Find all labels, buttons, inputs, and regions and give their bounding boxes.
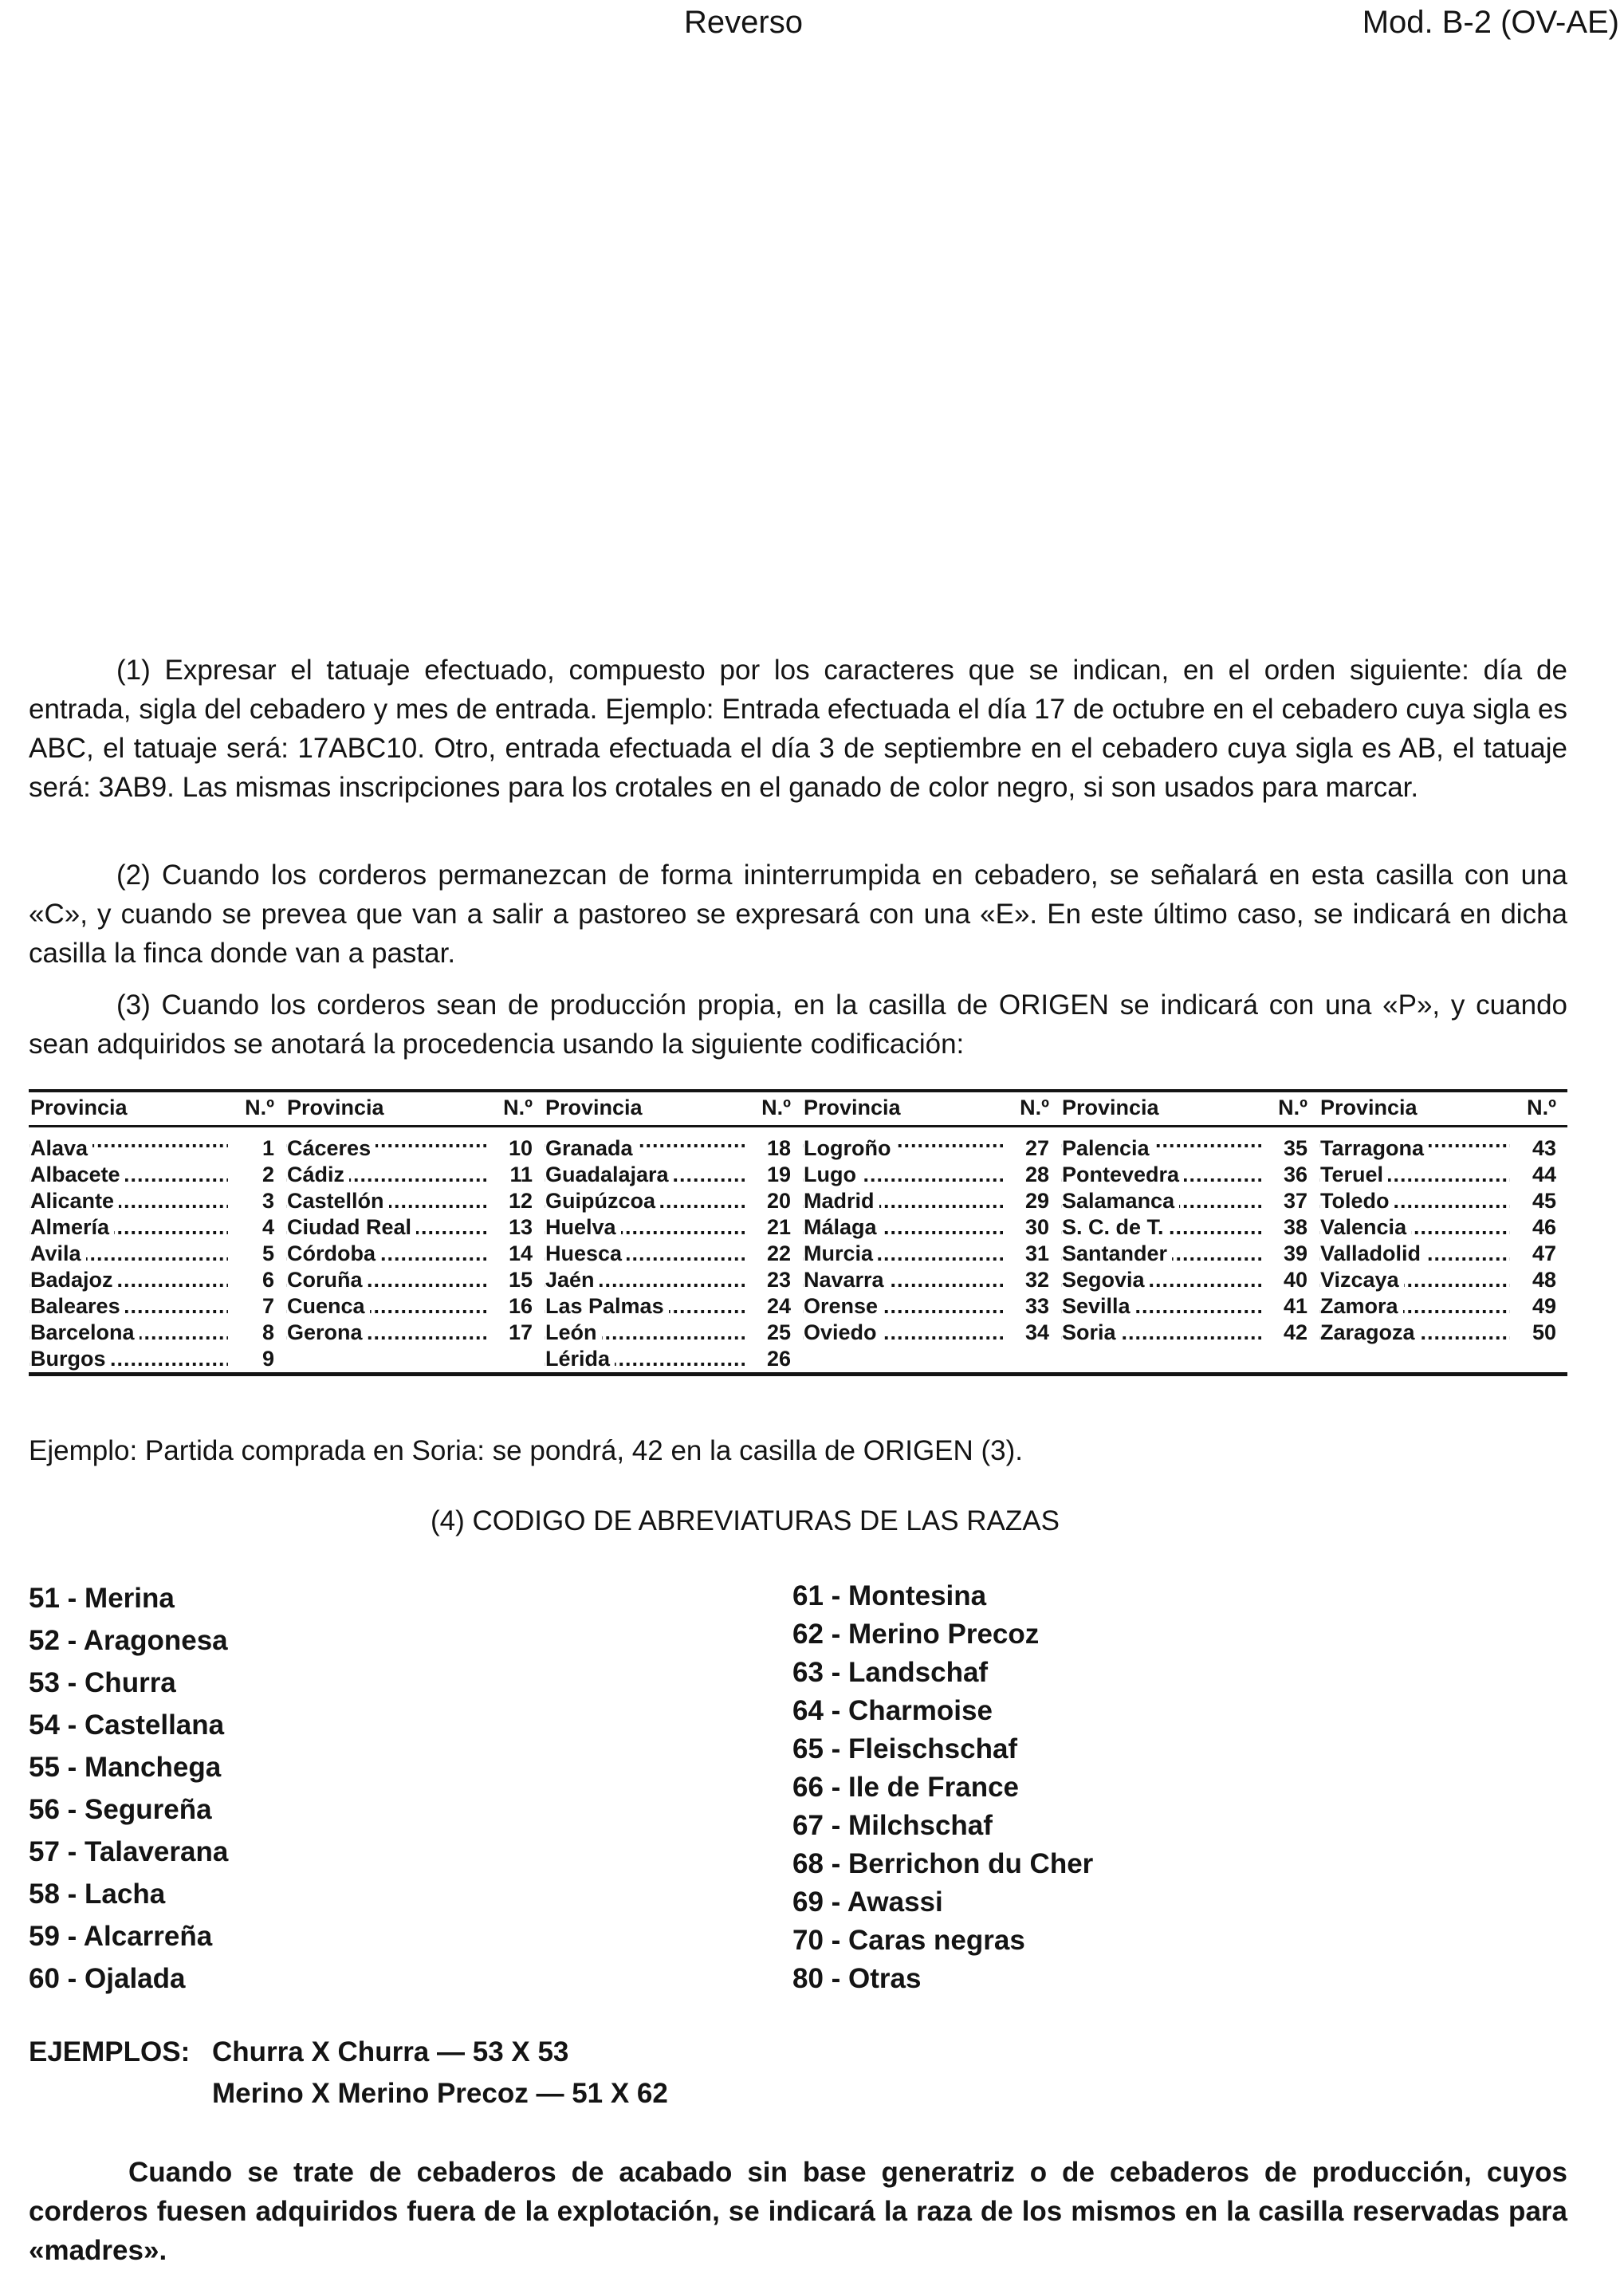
- province-code: 34: [1024, 1320, 1049, 1344]
- province-name: Valencia: [1320, 1215, 1411, 1239]
- province-table-row: [29, 1267, 1567, 1293]
- province-name-cell: [544, 1346, 745, 1375]
- province-name-cell: [1060, 1267, 1261, 1293]
- province-name: Logroño: [804, 1136, 895, 1160]
- examples-label: EJEMPLOS:: [29, 2036, 191, 2067]
- province-name-cell: [1060, 1320, 1261, 1346]
- province-code: 3: [261, 1189, 274, 1213]
- province-code: 45: [1532, 1189, 1556, 1213]
- province-name-cell: [29, 1214, 228, 1241]
- province-name-cell: [1060, 1346, 1261, 1375]
- breed-item: 68 - Berrichon du Cher: [792, 1848, 1094, 1879]
- province-code: 31: [1024, 1241, 1049, 1265]
- province-name: Santander: [1062, 1241, 1172, 1265]
- province-code: 39: [1283, 1241, 1307, 1265]
- col-header-number: N.º: [1020, 1096, 1049, 1119]
- col-header-province: Provincia: [287, 1096, 384, 1119]
- province-name: Lugo: [804, 1163, 861, 1186]
- province-table-row: [29, 1346, 1567, 1375]
- origin-example: Ejemplo: Partida comprada en Soria: se pondrá, 42 en la casilla de ORIGEN (3).: [29, 1435, 1024, 1466]
- province-name-cell: [802, 1188, 1003, 1214]
- province-table-row: [29, 1293, 1567, 1320]
- province-table-body: [29, 1127, 1567, 1375]
- province-name: Almería: [30, 1215, 114, 1239]
- province-code: 16: [508, 1294, 533, 1318]
- breed-item: 64 - Charmoise: [792, 1695, 993, 1726]
- province-name: S. C. de T.: [1062, 1215, 1169, 1239]
- col-header-number: N.º: [245, 1096, 274, 1119]
- breed-item: 56 - Segureña: [29, 1794, 212, 1825]
- breed-list-left: [29, 1577, 228, 2000]
- province-table-row: [29, 1127, 1567, 1163]
- province-name: Córdoba: [287, 1241, 380, 1265]
- province-code: 38: [1283, 1215, 1307, 1239]
- province-name-cell: [285, 1127, 486, 1163]
- province-name: Soria: [1062, 1320, 1121, 1344]
- province-name: Castellón: [287, 1189, 389, 1213]
- province-name-cell: [1060, 1188, 1261, 1214]
- province-name: Ciudad Real: [287, 1215, 416, 1239]
- breed-item: 80 - Otras: [792, 1963, 922, 1994]
- province-name: Vizcaya: [1320, 1268, 1404, 1292]
- breed-item: 61 - Montesina: [792, 1580, 987, 1611]
- province-name-cell: [802, 1162, 1003, 1188]
- province-code: 43: [1532, 1136, 1556, 1160]
- breed-item: 52 - Aragonesa: [29, 1625, 228, 1656]
- province-name: Baleares: [30, 1294, 125, 1318]
- province-name-cell: [285, 1346, 486, 1375]
- final-note-text: Cuando se trate de cebaderos de acabado sin base generatriz o de cebaderos de producción, cuyos corderos fuesen adquiridos fuera de la explotación, se indicará la raza de los mismos en la casilla reservadas para «madres».: [29, 2157, 1567, 2266]
- form-model-code: Mod. B-2 (OV-AE): [1362, 5, 1619, 40]
- province-name: Madrid: [804, 1189, 879, 1213]
- province-name-cell: [29, 1320, 228, 1346]
- province-name-cell: [1319, 1346, 1510, 1375]
- province-name-cell: [1319, 1320, 1510, 1346]
- province-code: [1510, 1346, 1567, 1375]
- province-name-cell: [802, 1214, 1003, 1241]
- province-table-row: [29, 1214, 1567, 1241]
- province-name-cell: [544, 1214, 745, 1241]
- province-name: Barcelona: [30, 1320, 140, 1344]
- province-code: 14: [508, 1241, 533, 1265]
- province-name-cell: [1319, 1188, 1510, 1214]
- province-name: Oviedo: [804, 1320, 882, 1344]
- col-header-province: Provincia: [1062, 1096, 1159, 1119]
- province-code: 2: [261, 1163, 274, 1186]
- province-name: Avila: [30, 1241, 86, 1265]
- province-name-cell: [802, 1320, 1003, 1346]
- province-name-cell: [1060, 1214, 1261, 1241]
- breed-item: 55 - Manchega: [29, 1752, 222, 1783]
- province-name-cell: [802, 1346, 1003, 1375]
- breed-item: 57 - Talaverana: [29, 1836, 229, 1867]
- province-name: Valladolid: [1320, 1241, 1425, 1265]
- page-side-label: Reverso: [684, 5, 803, 40]
- province-code: 48: [1532, 1268, 1556, 1292]
- province-name: Murcia: [804, 1241, 878, 1265]
- province-name-cell: [802, 1267, 1003, 1293]
- province-name-cell: [285, 1162, 486, 1188]
- province-code: 7: [261, 1294, 274, 1318]
- col-header-province: Provincia: [804, 1096, 901, 1119]
- province-code: 24: [766, 1294, 791, 1318]
- province-name: Albacete: [30, 1163, 125, 1186]
- province-code: 40: [1283, 1268, 1307, 1292]
- province-name: Lérida: [545, 1347, 615, 1371]
- col-header-number: N.º: [1527, 1096, 1556, 1119]
- province-code: 9: [261, 1347, 274, 1371]
- breed-item: 67 - Milchschaf: [792, 1810, 993, 1841]
- province-code: 28: [1024, 1163, 1049, 1186]
- province-code: 10: [508, 1136, 533, 1160]
- province-code: 20: [766, 1189, 791, 1213]
- province-name: Málaga: [804, 1215, 882, 1239]
- province-name: Huelva: [545, 1215, 621, 1239]
- province-name-cell: [29, 1127, 228, 1163]
- province-code: 41: [1283, 1294, 1307, 1318]
- province-name-cell: [544, 1320, 745, 1346]
- province-name-cell: [544, 1241, 745, 1267]
- province-code: 47: [1532, 1241, 1556, 1265]
- province-name-cell: [29, 1188, 228, 1214]
- province-name: Sevilla: [1062, 1294, 1135, 1318]
- province-name-cell: [1319, 1162, 1510, 1188]
- province-code: 36: [1283, 1163, 1307, 1186]
- breed-item: 65 - Fleischschaf: [792, 1733, 1018, 1764]
- province-name: Alicante: [30, 1189, 119, 1213]
- province-code: 27: [1024, 1136, 1049, 1160]
- breed-item: 62 - Merino Precoz: [792, 1619, 1040, 1650]
- province-name: Orense: [804, 1294, 883, 1318]
- province-name: Burgos: [30, 1347, 111, 1371]
- province-name-cell: [544, 1293, 745, 1320]
- note-3-origin: [29, 986, 1567, 1064]
- province-name-cell: [1319, 1214, 1510, 1241]
- breed-item: 63 - Landschaf: [792, 1657, 989, 1688]
- province-name: Cuenca: [287, 1294, 370, 1318]
- province-code: 19: [766, 1163, 791, 1186]
- example-cross-2: Merino X Merino Precoz — 51 X 62: [212, 2078, 668, 2109]
- province-code: 11: [509, 1163, 533, 1186]
- province-code: 29: [1024, 1189, 1049, 1213]
- province-name: Segovia: [1062, 1268, 1150, 1292]
- province-code: 42: [1283, 1320, 1307, 1344]
- province-name-cell: [29, 1162, 228, 1188]
- province-name: Guadalajara: [545, 1163, 674, 1186]
- province-code: 30: [1024, 1215, 1049, 1239]
- province-code-table: [29, 1089, 1567, 1376]
- province-code: 18: [766, 1136, 791, 1160]
- province-code: 33: [1024, 1294, 1049, 1318]
- breed-item: 69 - Awassi: [792, 1886, 943, 1918]
- province-name: Cádiz: [287, 1163, 349, 1186]
- province-code: 32: [1024, 1268, 1049, 1292]
- province-name-cell: [1060, 1293, 1261, 1320]
- province-name: Salamanca: [1062, 1189, 1179, 1213]
- breed-item: 59 - Alcarreña: [29, 1921, 213, 1952]
- province-name-cell: [29, 1241, 228, 1267]
- province-name: Tarragona: [1320, 1136, 1429, 1160]
- col-header-province: Provincia: [30, 1096, 128, 1119]
- province-code: 50: [1532, 1320, 1556, 1344]
- breed-item: 58 - Lacha: [29, 1879, 166, 1910]
- province-name-cell: [29, 1267, 228, 1293]
- province-name: Toledo: [1320, 1189, 1394, 1213]
- province-name-cell: [544, 1162, 745, 1188]
- col-header-number: N.º: [761, 1096, 791, 1119]
- province-name-cell: [544, 1127, 745, 1163]
- province-code: 46: [1532, 1215, 1556, 1239]
- province-table-row: [29, 1241, 1567, 1267]
- province-code: 26: [766, 1347, 791, 1371]
- col-header-number: N.º: [503, 1096, 533, 1119]
- province-name: Jaén: [545, 1268, 600, 1292]
- province-name: Gerona: [287, 1320, 368, 1344]
- breed-item: 54 - Castellana: [29, 1709, 225, 1741]
- province-name: Badajoz: [30, 1268, 118, 1292]
- col-header-province: Provincia: [1320, 1096, 1418, 1119]
- province-name: Huesca: [545, 1241, 627, 1265]
- province-table-row: [29, 1320, 1567, 1346]
- province-code: 37: [1283, 1189, 1307, 1213]
- province-code: 4: [261, 1215, 274, 1239]
- province-table-row: [29, 1188, 1567, 1214]
- province-name-cell: [29, 1346, 228, 1375]
- province-name-cell: [1319, 1293, 1510, 1320]
- breed-list-right: [792, 1577, 1093, 1998]
- province-code: 13: [508, 1215, 533, 1239]
- province-name-cell: [1319, 1267, 1510, 1293]
- province-name: Teruel: [1320, 1163, 1388, 1186]
- note-2-text: (2) Cuando los corderos permanezcan de forma ininterrumpida en cebadero, se señalará en esta casilla con una «C», y cuando se prevea que van a salir a pastoreo se expresará con una «E». En este último caso, se indicará en dicha casilla la finca donde van a pastar.: [29, 860, 1567, 969]
- province-code: 44: [1532, 1163, 1556, 1186]
- breed-item: 66 - Ile de France: [792, 1772, 1020, 1803]
- province-code: 12: [508, 1189, 533, 1213]
- breed-item: 60 - Ojalada: [29, 1963, 186, 1994]
- col-header-province: Provincia: [545, 1096, 643, 1119]
- province-name-cell: [285, 1293, 486, 1320]
- note-1-text: (1) Expresar el tatuaje efectuado, compuesto por los caracteres que se indican, en el orden siguiente: día de entrada, sigla del cebadero y mes de entrada. Ejemplo: Entrada efectuada el día 17 de octubre en el cebadero cuya sigla es ABC, el tatuaje será: 17ABC10. Otro, entrada efectuada el día 3 de septiembre en el cebadero cuya sigla es AB, el tatuaje será: 3AB9. Las mismas inscripciones para los crotales en el ganado de color negro, si son usados para marcar.: [29, 655, 1567, 803]
- province-name: Alava: [30, 1136, 92, 1160]
- province-name: Guipúzcoa: [545, 1189, 660, 1213]
- province-name: Pontevedra: [1062, 1163, 1184, 1186]
- province-code: [1003, 1346, 1060, 1375]
- breeds-section-title: (4) CODIGO DE ABREVIATURAS DE LAS RAZAS: [431, 1505, 1060, 1536]
- province-code: 49: [1532, 1294, 1556, 1318]
- note-3-text: (3) Cuando los corderos sean de producción propia, en la casilla de ORIGEN se indicará con una «P», y cuando sean adquiridos se anotará la procedencia usando la siguiente codificación:: [29, 989, 1567, 1060]
- province-name-cell: [285, 1241, 486, 1267]
- province-name-cell: [544, 1267, 745, 1293]
- province-name: León: [545, 1320, 602, 1344]
- province-code: [486, 1346, 544, 1375]
- col-header-number: N.º: [1278, 1096, 1307, 1119]
- province-name-cell: [285, 1214, 486, 1241]
- example-cross-1: Churra X Churra — 53 X 53: [212, 2036, 569, 2067]
- province-code: 25: [766, 1320, 791, 1344]
- breed-item: 51 - Merina: [29, 1583, 175, 1614]
- province-name-cell: [285, 1320, 486, 1346]
- province-name-cell: [1060, 1127, 1261, 1163]
- province-name-cell: [1319, 1241, 1510, 1267]
- note-2-location: [29, 856, 1567, 973]
- province-name-cell: [802, 1127, 1003, 1163]
- province-name-cell: [802, 1241, 1003, 1267]
- province-code: 8: [261, 1320, 274, 1344]
- province-name-cell: [285, 1188, 486, 1214]
- province-code: 23: [766, 1268, 791, 1292]
- province-name-cell: [544, 1188, 745, 1214]
- province-name-cell: [1319, 1127, 1510, 1163]
- final-note: [29, 2153, 1567, 2270]
- province-code: 17: [508, 1320, 533, 1344]
- province-code: [1261, 1346, 1319, 1375]
- province-name-cell: [1060, 1241, 1261, 1267]
- province-name: Coruña: [287, 1268, 368, 1292]
- province-name: Cáceres: [287, 1136, 376, 1160]
- province-name: Navarra: [804, 1268, 889, 1292]
- province-name-cell: [285, 1267, 486, 1293]
- province-name-cell: [29, 1293, 228, 1320]
- province-code: 35: [1283, 1136, 1307, 1160]
- province-code: 15: [508, 1268, 533, 1292]
- province-table-header: [29, 1091, 1567, 1127]
- province-name: Palencia: [1062, 1136, 1154, 1160]
- province-name: Zamora: [1320, 1294, 1403, 1318]
- province-name: Las Palmas: [545, 1294, 669, 1318]
- province-name: Granada: [545, 1136, 638, 1160]
- note-1-tattoo: [29, 651, 1567, 807]
- breed-item: 70 - Caras negras: [792, 1925, 1025, 1956]
- province-code: 5: [261, 1241, 274, 1265]
- province-code: 22: [766, 1241, 791, 1265]
- province-code: 21: [766, 1215, 791, 1239]
- province-name-cell: [1060, 1162, 1261, 1188]
- breed-item: 53 - Churra: [29, 1667, 176, 1698]
- province-name: Zaragoza: [1320, 1320, 1420, 1344]
- province-name-cell: [802, 1293, 1003, 1320]
- province-code: 1: [261, 1136, 274, 1160]
- province-code: 6: [261, 1268, 274, 1292]
- province-table-row: [29, 1162, 1567, 1188]
